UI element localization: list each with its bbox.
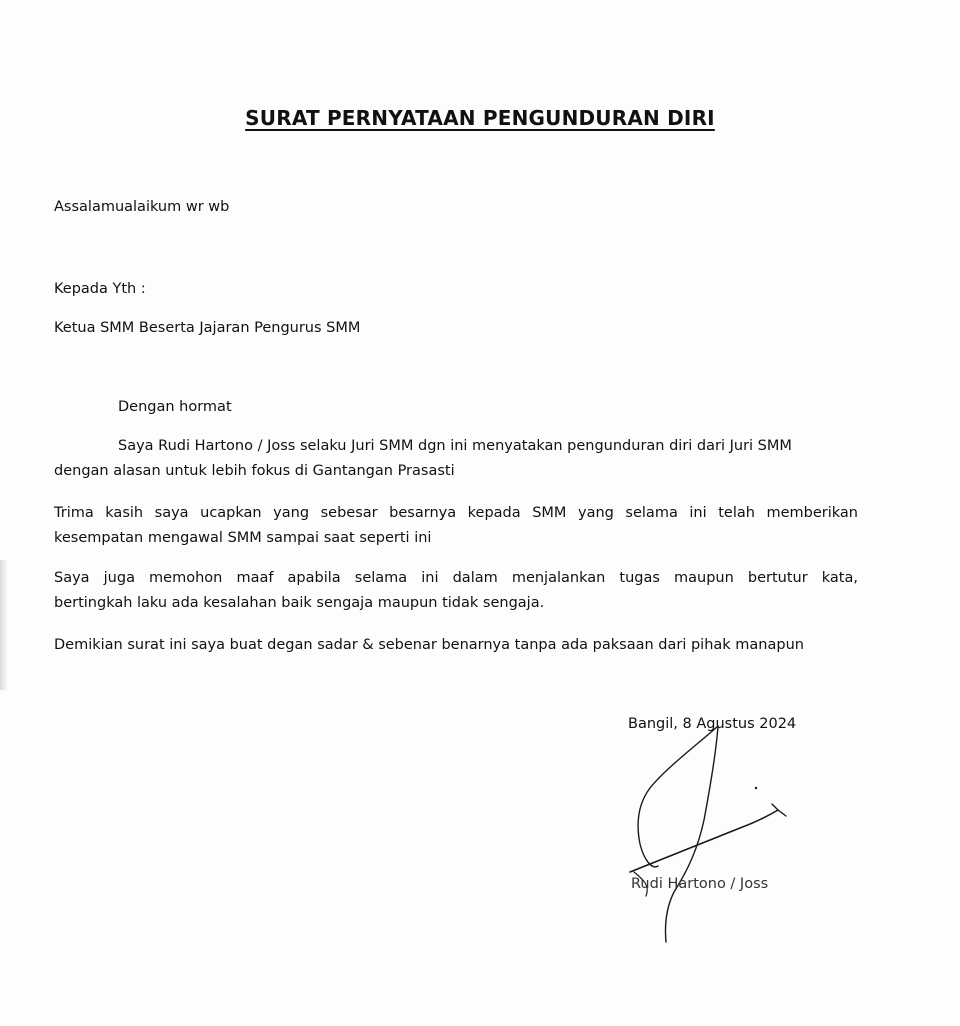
- document-title: [0, 106, 960, 130]
- paragraph-2-line-1: Trima kasih saya ucapkan yang sebesar besarnya kepada SMM yang selama ini telah memberikan: [54, 505, 858, 521]
- paragraph-1-line-1: Saya Rudi Hartono / Joss selaku Juri SMM dgn ini menyatakan pengunduran diri dari Juri SMM: [118, 438, 792, 454]
- document-title-text: SURAT PERNYATAAN PENGUNDURAN DIRI: [245, 106, 715, 130]
- recipient-label: Kepada Yth :: [54, 281, 146, 297]
- paragraph-3-line-1: Saya juga memohon maaf apabila selama ini dalam menjalankan tugas maupun bertutur kata,: [54, 570, 858, 586]
- paragraph-3-line-2: bertingkah laku ada kesalahan baik sengaja maupun tidak sengaja.: [54, 595, 545, 611]
- handwritten-signature: [600, 720, 820, 960]
- paragraph-2-line-2: kesempatan mengawal SMM sampai saat seperti ini: [54, 530, 432, 546]
- salutation: Dengan hormat: [118, 399, 232, 415]
- place-date: Bangil, 8 Agustus 2024: [628, 716, 797, 732]
- recipient-name: Ketua SMM Beserta Jajaran Pengurus SMM: [54, 320, 361, 336]
- scan-edge-shadow: [0, 560, 8, 690]
- signer-name: Rudi Hartono / Joss: [631, 876, 769, 892]
- paragraph-1-line-2: dengan alasan untuk lebih fokus di Gantangan Prasasti: [54, 463, 455, 479]
- greeting: Assalamualaikum wr wb: [54, 199, 230, 215]
- paragraph-4: Demikian surat ini saya buat degan sadar & sebenar benarnya tanpa ada paksaan dari pihak manapun: [54, 637, 804, 653]
